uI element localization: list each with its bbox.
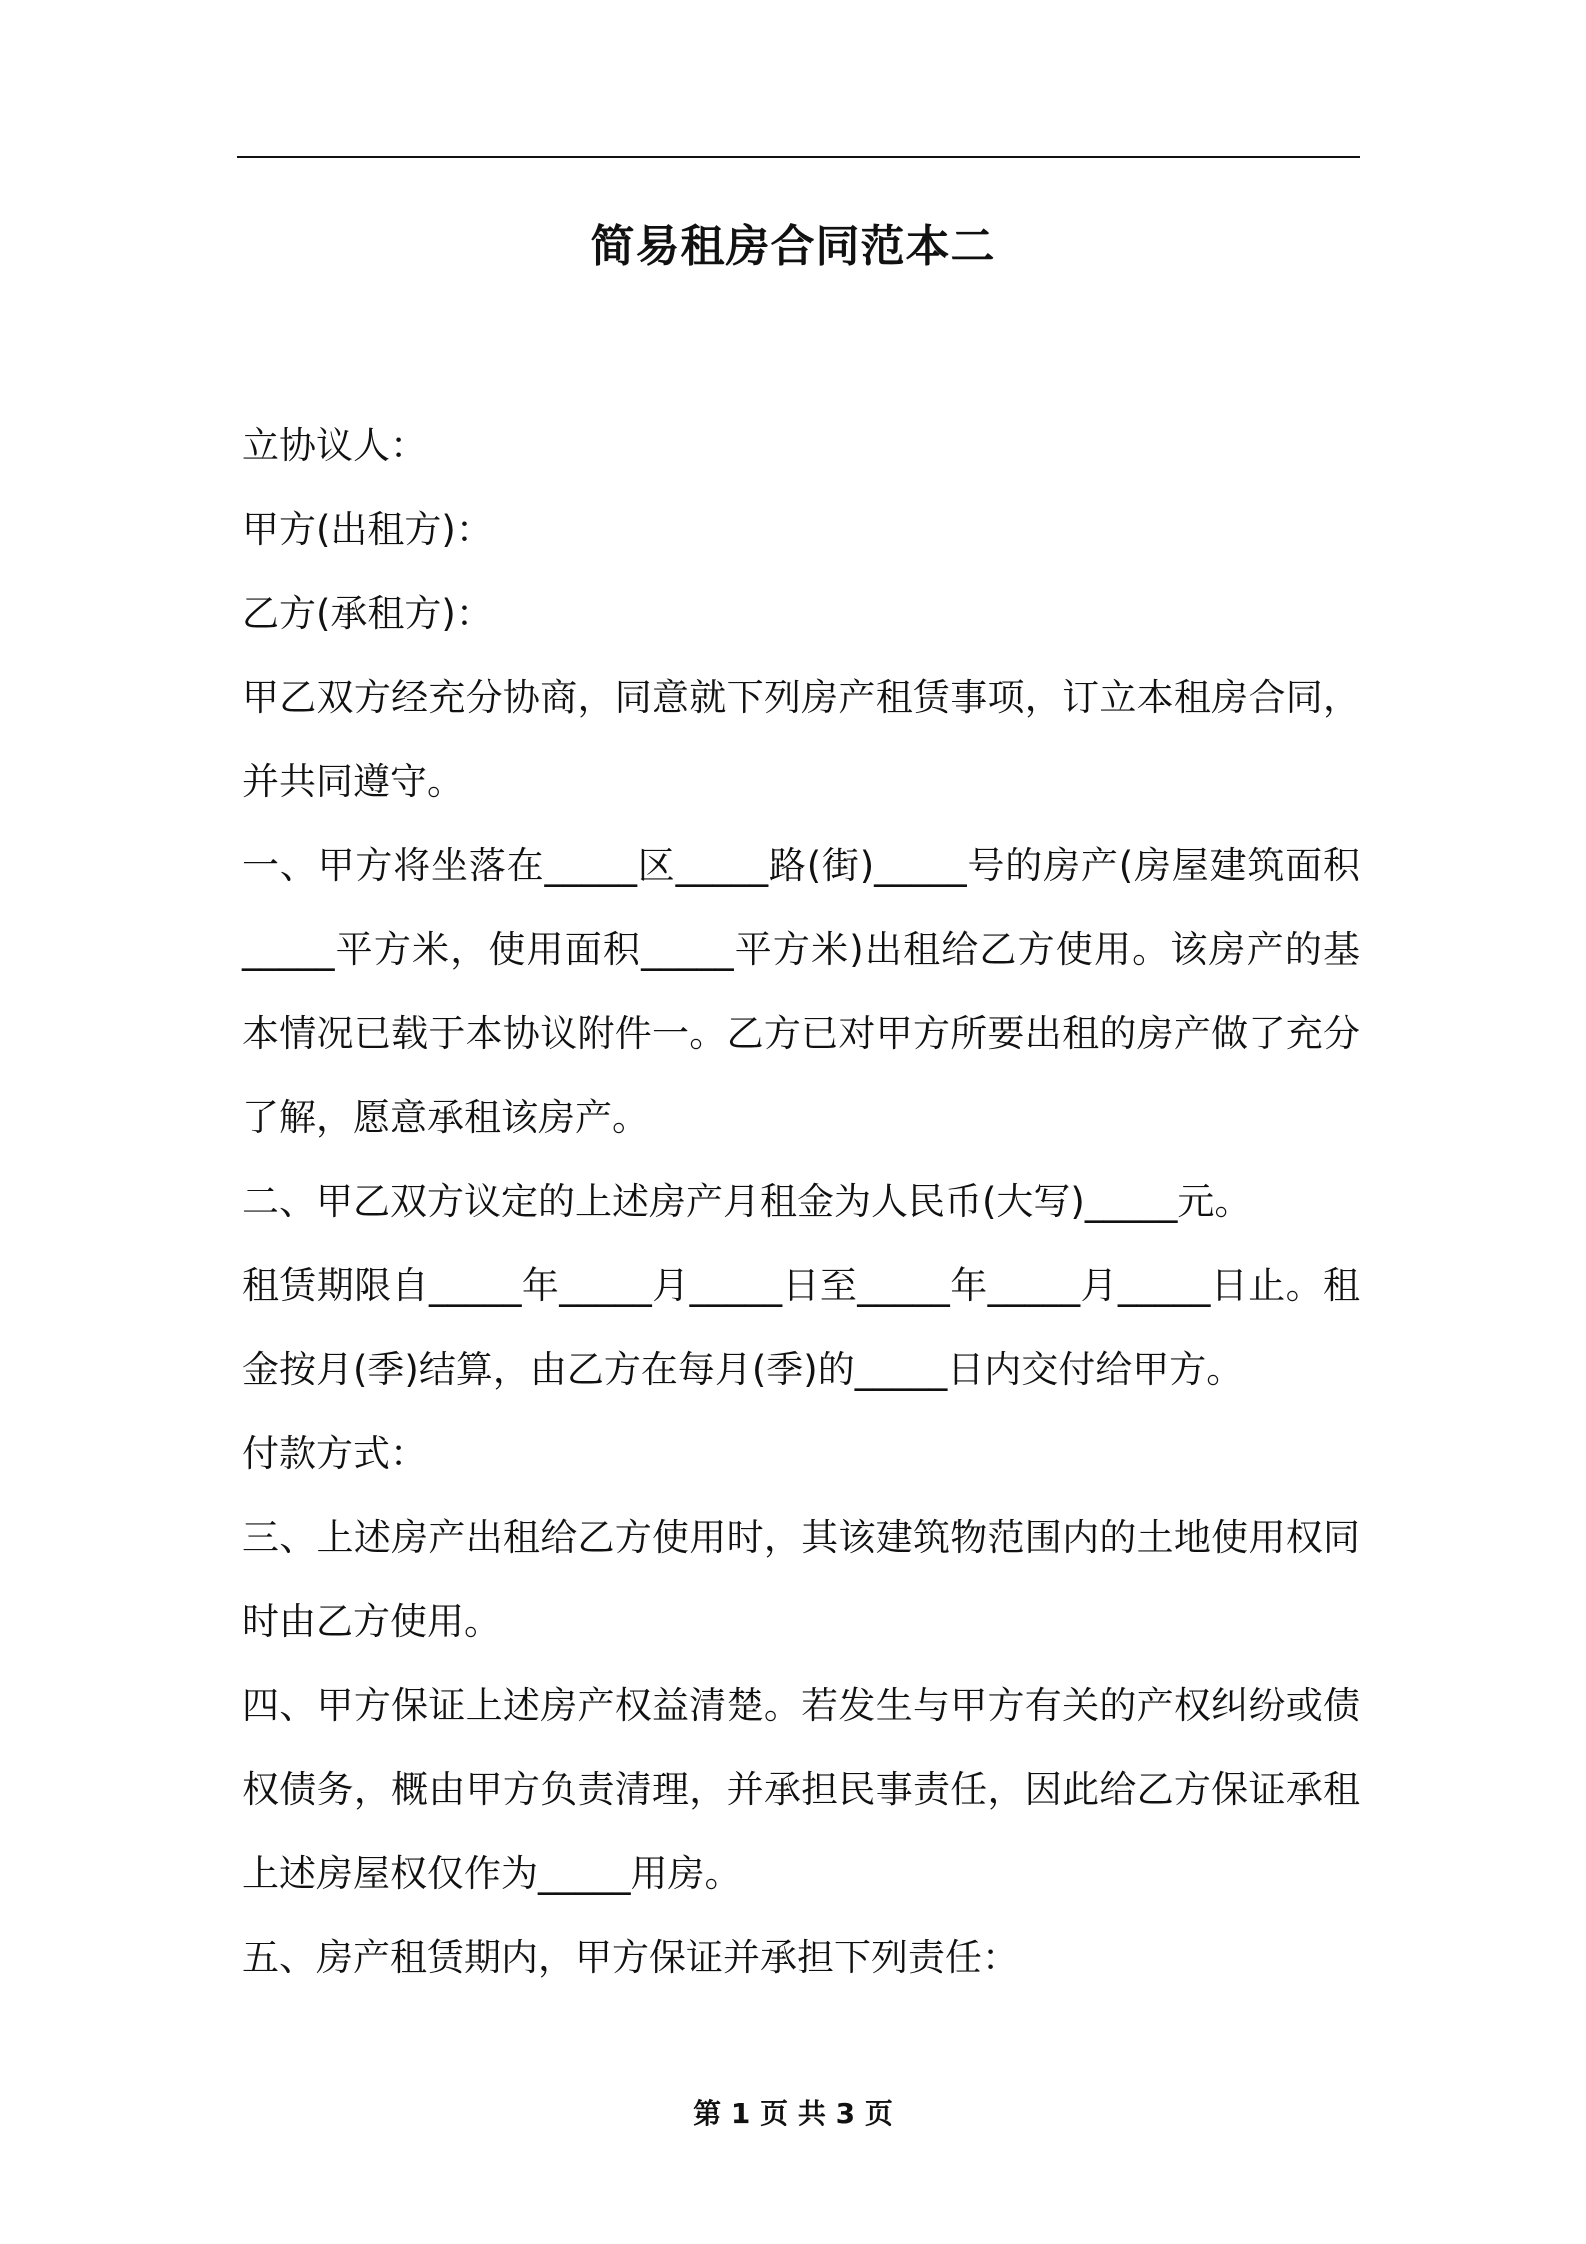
paragraph-clause-4: 四、甲方保证上述房产权益清楚。若发生与甲方有关的产权纠纷或债权债务，概由甲方负责清理，并承担民事责任，因此给乙方保证承租上述房屋权仅作为_____用房。 <box>242 1684 1360 1895</box>
header-rule <box>237 156 1360 158</box>
paragraph-lease-term: 租赁期限自_____年_____月_____日至_____年_____月_____日止。租金按月(季)结算，由乙方在每月(季)的_____日内交付给甲方。 <box>242 1264 1360 1391</box>
paragraph-clause-3: 三、上述房产出租给乙方使用时，其该建筑物范围内的土地使用权同时由乙方使用。 <box>242 1516 1360 1643</box>
document-title: 简易租房合同范本二 <box>590 221 996 272</box>
paragraph-clause-5: 五、房产租赁期内，甲方保证并承担下列责任： <box>242 1936 1019 1979</box>
page-footer: 第 1 页 共 3 页 <box>693 2097 893 2130</box>
paragraph-party-b: 乙方(承租方)： <box>242 592 493 635</box>
paragraph-parties: 立协议人： <box>242 424 427 467</box>
paragraph-clause-1: 一、甲方将坐落在_____区_____路(街)_____号的房产(房屋建筑面积_____平方米，使用面积_____平方米)出租给乙方使用。该房产的基本情况已载于本协议附件一。乙方已对甲方所要出租的房产做了充分了解，愿意承租该房产。 <box>242 844 1360 1139</box>
document-body <box>242 404 1360 2000</box>
paragraph-preamble: 甲乙双方经充分协商，同意就下列房产租赁事项，订立本租房合同，并共同遵守。 <box>242 676 1360 803</box>
paragraph-clause-2: 二、甲乙双方议定的上述房产月租金为人民币(大写)_____元。 <box>242 1180 1252 1223</box>
paragraph-payment-method: 付款方式： <box>242 1432 427 1475</box>
paragraph-party-a: 甲方(出租方)： <box>242 508 493 551</box>
